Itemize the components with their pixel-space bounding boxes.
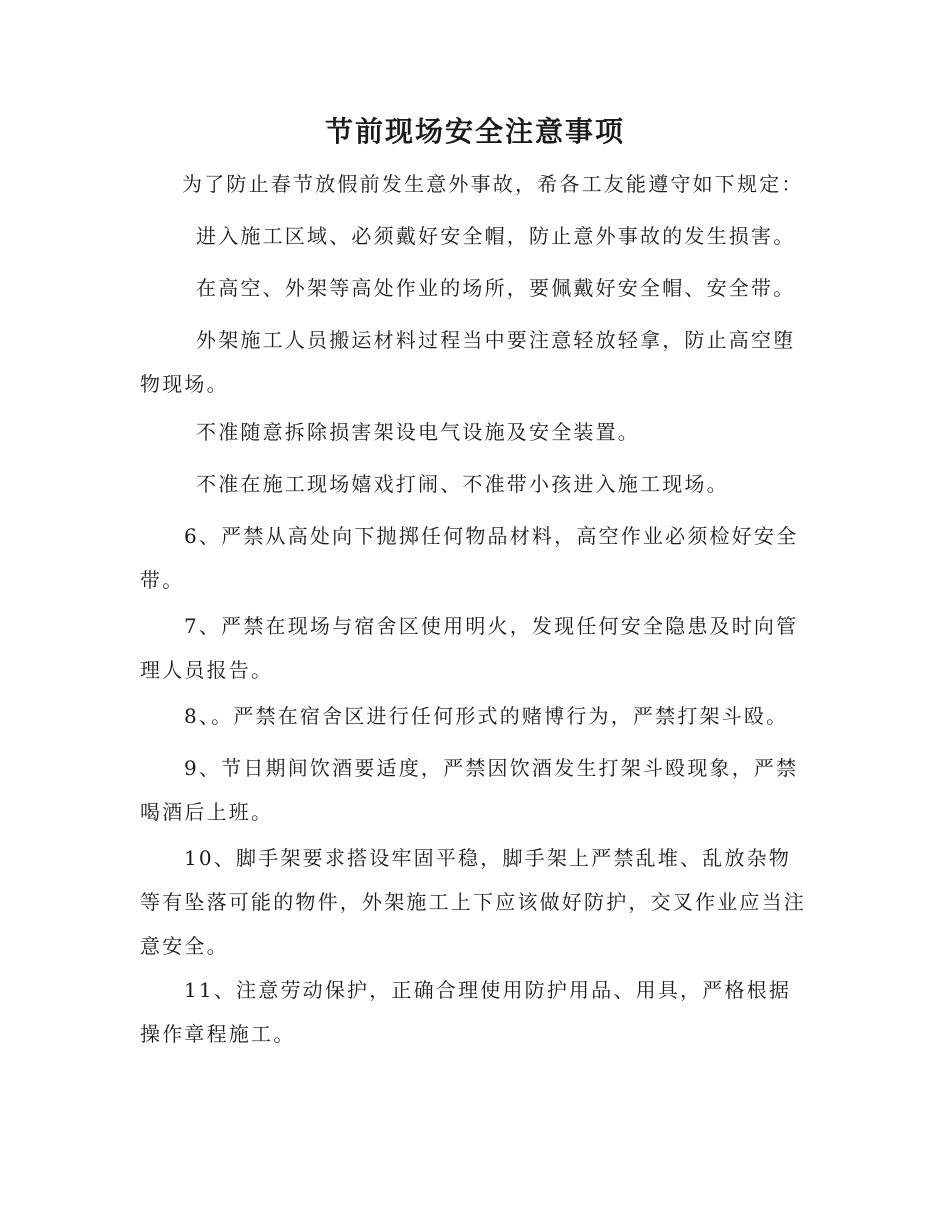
rule-paragraph-6: 6、严禁从高处向下抛掷任何物品材料，高空作业必须检好安全带。	[140, 524, 799, 592]
rule-paragraph-1: 进入施工区域、必须戴好安全帽，防止意外事故的发生损害。	[196, 224, 796, 248]
rule-paragraph-8: 8、。严禁在宿舍区进行任何形式的赌博行为，严禁打架斗殴。	[184, 704, 789, 728]
rule-paragraph-9: 9、节日期间饮酒要适度，严禁因饮酒发生打架斗殴现象，严禁喝酒后上班。	[140, 756, 799, 824]
intro-paragraph: 为了防止春节放假前发生意外事故，希各工友能遵守如下规定：	[182, 172, 804, 196]
rule-paragraph-10: 10、脚手架要求搭设牢固平稳，脚手架上严禁乱堆、乱放杂物等有坠落可能的物件，外架施工上下应该做好防护，交叉作业应当注意安全。	[140, 846, 806, 958]
rule-paragraph-7: 7、严禁在现场与宿舍区使用明火，发现任何安全隐患及时向管理人员报告。	[140, 614, 799, 682]
rule-paragraph-5: 不准在施工现场嬉戏打闹、不准带小孩进入施工现场。	[196, 472, 729, 496]
rule-paragraph-4: 不准随意拆除损害架设电气设施及安全装置。	[196, 420, 640, 444]
rule-paragraph-2: 在高空、外架等高处作业的场所，要佩戴好安全帽、安全带。	[196, 276, 796, 300]
page-title: 节前现场安全注意事项	[324, 115, 625, 148]
rule-paragraph-3: 外架施工人员搬运材料过程当中要注意轻放轻拿，防止高空堕物现场。	[140, 328, 796, 396]
rule-paragraph-11: 11、注意劳动保护，正确合理使用防护用品、用具，严格根据操作章程施工。	[140, 978, 792, 1046]
